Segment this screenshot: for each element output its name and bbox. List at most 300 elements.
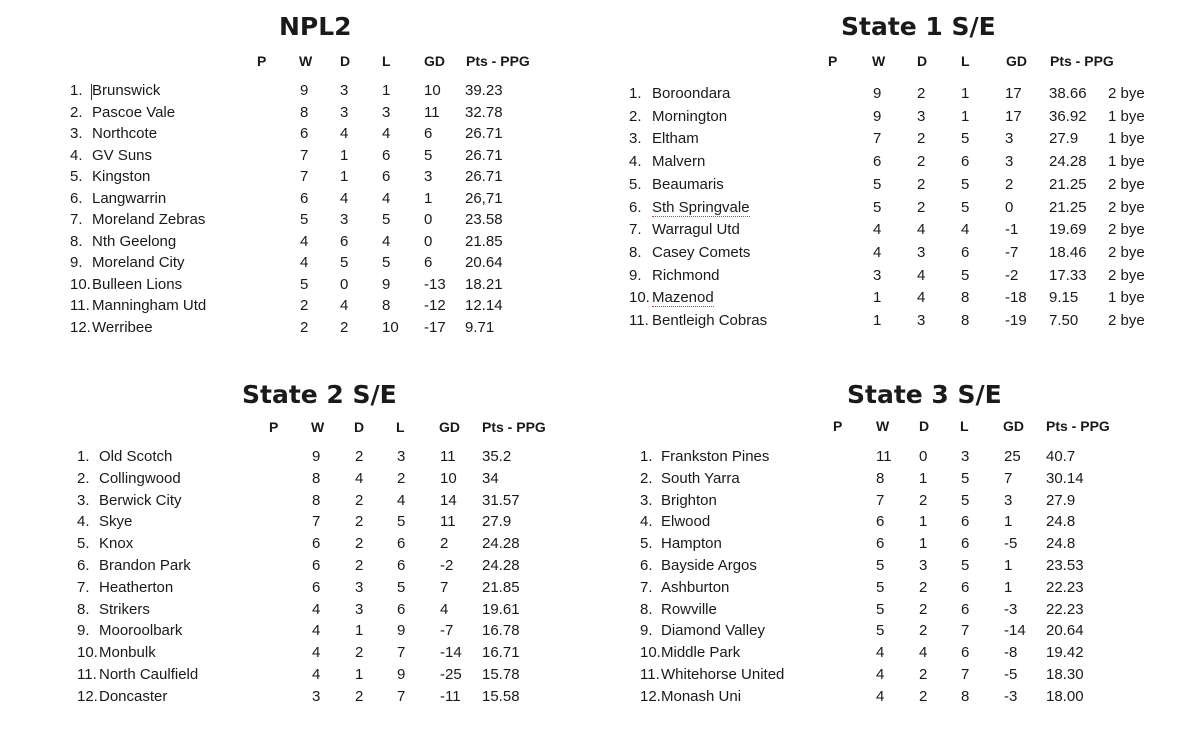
losses-cell: 6: [961, 578, 970, 596]
points-ppg-cell: 24.28: [482, 535, 520, 553]
losses-cell: 4: [382, 232, 391, 250]
draws-cell: 1: [919, 469, 928, 487]
goal-diff-cell: -18: [1005, 289, 1027, 307]
points-ppg-cell: 32.78: [465, 103, 503, 121]
goal-diff-cell: -12: [424, 297, 446, 314]
goal-diff-cell: 7: [1004, 469, 1013, 487]
draws-cell: 0: [340, 275, 349, 293]
goal-diff-cell: 6: [424, 254, 433, 271]
table-row: [600, 153, 1200, 175]
wins-cell: 7: [300, 146, 309, 164]
bye-cell: 2 bye: [1108, 85, 1145, 102]
goal-diff-cell: -2: [440, 557, 454, 574]
draws-cell: 4: [340, 125, 349, 142]
wins-cell: 7: [873, 130, 882, 148]
losses-cell: 10: [382, 318, 399, 336]
row-position: 11.: [70, 297, 90, 314]
wins-cell: 7: [312, 513, 321, 531]
header-l: L: [961, 53, 970, 69]
table-row: [0, 276, 600, 298]
wins-cell: 5: [876, 622, 885, 640]
goal-diff-cell: 10: [424, 82, 441, 99]
team-name: Mornington: [652, 107, 728, 125]
points-ppg-cell: 7.50: [1049, 312, 1079, 329]
wins-cell: 6: [300, 125, 309, 142]
table-row: [0, 557, 600, 579]
wins-cell: 4: [876, 687, 885, 705]
team-name: Doncaster: [99, 687, 168, 705]
table-row: [600, 448, 1200, 470]
row-position: 3.: [77, 491, 90, 509]
points-ppg-cell: 26,71: [465, 189, 503, 207]
team-name: Bulleen Lions: [92, 275, 183, 293]
state3-panel: [600, 370, 1200, 751]
losses-cell: 5: [397, 513, 406, 531]
goal-diff-cell: -7: [1005, 243, 1019, 261]
team-name: Langwarrin: [92, 189, 167, 207]
goal-diff-cell: 5: [424, 146, 433, 164]
state2-title: State 2 S/E: [242, 380, 397, 409]
row-position: 5.: [70, 168, 83, 185]
table-row: [0, 190, 600, 212]
losses-cell: 4: [382, 189, 391, 207]
losses-cell: 6: [961, 513, 970, 531]
team-name: Eltham: [652, 130, 699, 148]
losses-cell: 4: [961, 221, 970, 239]
table-row: [600, 492, 1200, 514]
header-d: D: [340, 53, 351, 69]
goal-diff-cell: 14: [440, 491, 457, 509]
wins-cell: 4: [876, 644, 885, 662]
losses-cell: 4: [397, 491, 406, 509]
table-row: [0, 644, 600, 666]
points-ppg-cell: 24.8: [1046, 513, 1076, 531]
team-name: Manningham Utd: [92, 297, 207, 314]
table-row: [0, 666, 600, 688]
header-gd: GD: [424, 53, 445, 69]
losses-cell: 6: [397, 535, 406, 553]
row-position: 3.: [70, 125, 83, 142]
goal-diff-cell: 7: [440, 578, 449, 596]
team-name: Casey Comets: [652, 243, 751, 261]
wins-cell: 6: [312, 535, 321, 553]
draws-cell: 1: [355, 666, 364, 683]
header-p: P: [269, 419, 279, 435]
wins-cell: 8: [876, 469, 885, 487]
losses-cell: 8: [961, 289, 970, 307]
losses-cell: 9: [397, 622, 406, 640]
team-name: Knox: [99, 535, 134, 553]
table-row: [0, 319, 600, 341]
points-ppg-cell: 9.71: [465, 318, 495, 336]
team-name: Mazenod: [652, 289, 714, 307]
team-name: Heatherton: [99, 578, 174, 596]
table-row: [0, 513, 600, 535]
team-name: Middle Park: [661, 644, 741, 662]
goal-diff-cell: 11: [424, 103, 440, 121]
losses-cell: 3: [961, 448, 970, 465]
points-ppg-cell: 21.25: [1049, 198, 1087, 216]
goal-diff-cell: 17: [1005, 107, 1022, 125]
team-name: Brandon Park: [99, 557, 191, 574]
losses-cell: 5: [961, 266, 970, 284]
draws-cell: 1: [355, 622, 364, 640]
wins-cell: 6: [876, 535, 885, 553]
goal-diff-cell: 2: [1005, 175, 1014, 193]
points-ppg-cell: 20.64: [465, 254, 503, 271]
goal-diff-cell: -19: [1005, 312, 1027, 329]
row-position: 7.: [70, 211, 83, 228]
losses-cell: 5: [397, 578, 406, 596]
team-name: Kingston: [92, 168, 151, 185]
table-row: [0, 233, 600, 255]
points-ppg-cell: 23.53: [1046, 557, 1084, 574]
team-name: Diamond Valley: [661, 622, 765, 640]
row-position: 2.: [629, 107, 642, 125]
points-ppg-cell: 40.7: [1046, 448, 1076, 465]
goal-diff-cell: -11: [440, 687, 461, 705]
goal-diff-cell: 0: [424, 211, 433, 228]
wins-cell: 4: [312, 666, 321, 683]
table-row: [600, 176, 1200, 198]
goal-diff-cell: 10: [440, 469, 457, 487]
draws-cell: 3: [355, 578, 364, 596]
wins-cell: 6: [876, 513, 885, 531]
header-d: D: [354, 419, 365, 435]
table-row: [0, 297, 600, 319]
team-name: Nth Geelong: [92, 232, 177, 250]
draws-cell: 2: [919, 578, 928, 596]
table-row: [0, 535, 600, 557]
points-ppg-cell: 18.21: [465, 275, 503, 293]
wins-cell: 11: [876, 448, 892, 465]
team-name: Skye: [99, 513, 133, 531]
team-name: Bentleigh Cobras: [652, 312, 768, 329]
wins-cell: 5: [876, 578, 885, 596]
wins-cell: 2: [300, 297, 309, 314]
row-position: 9.: [629, 266, 642, 284]
team-name: Monash Uni: [661, 687, 742, 705]
points-ppg-cell: 23.58: [465, 211, 503, 228]
table-row: [0, 147, 600, 169]
losses-cell: 7: [961, 666, 970, 683]
losses-cell: 8: [961, 312, 970, 329]
goal-diff-cell: 3: [1004, 491, 1013, 509]
team-name: Sth Springvale: [652, 198, 750, 216]
draws-cell: 2: [355, 687, 364, 705]
losses-cell: 7: [397, 687, 406, 705]
team-name: Berwick City: [99, 491, 182, 509]
goal-diff-cell: -2: [1005, 266, 1019, 284]
goal-diff-cell: 17: [1005, 85, 1022, 102]
losses-cell: 6: [961, 535, 970, 553]
table-row: [600, 199, 1200, 221]
team-name: Collingwood: [99, 469, 181, 487]
losses-cell: 3: [382, 103, 391, 121]
goal-diff-cell: 11: [440, 513, 456, 531]
header-w: W: [311, 419, 325, 435]
wins-cell: 5: [300, 275, 309, 293]
npl2-panel: [0, 0, 600, 370]
row-position: 8.: [70, 232, 83, 250]
points-ppg-cell: 27.9: [1049, 130, 1079, 148]
bye-cell: 1 bye: [1108, 153, 1145, 171]
state2-panel: [0, 370, 600, 751]
table-row: [0, 470, 600, 492]
row-position: 5.: [629, 175, 642, 193]
team-name: Bayside Argos: [661, 557, 757, 574]
losses-cell: 1: [382, 82, 391, 99]
row-position: 1.: [77, 448, 90, 465]
row-position: 6.: [70, 189, 83, 207]
goal-diff-cell: 0: [424, 232, 433, 250]
bye-cell: 2 bye: [1108, 175, 1145, 193]
table-row: [0, 104, 600, 126]
state1-title: State 1 S/E: [841, 12, 996, 41]
npl2-title: NPL2: [279, 12, 352, 41]
team-name: Strikers: [99, 600, 150, 618]
losses-cell: 5: [961, 491, 970, 509]
wins-cell: 4: [873, 243, 882, 261]
points-ppg-cell: 12.14: [465, 297, 503, 314]
table-row: [600, 130, 1200, 152]
table-row: [600, 289, 1200, 311]
points-ppg-cell: 26.71: [465, 146, 503, 164]
draws-cell: 1: [919, 535, 928, 553]
row-position: 6.: [640, 557, 653, 574]
losses-cell: 8: [382, 297, 391, 314]
draws-cell: 2: [919, 622, 928, 640]
goal-diff-cell: -14: [1004, 622, 1026, 640]
goal-diff-cell: 3: [424, 168, 433, 185]
losses-cell: 3: [397, 448, 406, 465]
losses-cell: 2: [397, 469, 406, 487]
header-w: W: [872, 53, 886, 69]
draws-cell: 4: [917, 289, 926, 307]
wins-cell: 7: [876, 491, 885, 509]
team-name: Whitehorse United: [661, 666, 785, 683]
wins-cell: 9: [300, 82, 309, 99]
row-position: 4.: [77, 513, 90, 531]
losses-cell: 6: [961, 644, 970, 662]
draws-cell: 2: [917, 130, 926, 148]
goal-diff-cell: -8: [1004, 644, 1018, 662]
wins-cell: 6: [873, 153, 882, 171]
team-name: Moreland City: [92, 254, 185, 271]
table-row: [600, 108, 1200, 130]
draws-cell: 3: [340, 211, 349, 228]
header-p: P: [828, 53, 838, 69]
wins-cell: 4: [873, 221, 882, 239]
draws-cell: 4: [917, 266, 926, 284]
losses-cell: 1: [961, 85, 970, 102]
draws-cell: 3: [919, 557, 928, 574]
draws-cell: 5: [340, 254, 349, 271]
points-ppg-cell: 19.69: [1049, 221, 1087, 239]
bye-cell: 1 bye: [1108, 130, 1145, 148]
wins-cell: 5: [876, 557, 885, 574]
goal-diff-cell: 3: [1005, 153, 1014, 171]
row-position: 10.: [629, 289, 650, 307]
wins-cell: 9: [873, 107, 882, 125]
wins-cell: 6: [300, 189, 309, 207]
goal-diff-cell: -17: [424, 318, 446, 336]
wins-cell: 1: [873, 289, 882, 307]
points-ppg-cell: 16.78: [482, 622, 520, 640]
row-position: 9.: [70, 254, 83, 271]
table-row: [0, 168, 600, 190]
losses-cell: 9: [397, 666, 406, 683]
header-d: D: [919, 418, 930, 434]
team-name: Ashburton: [661, 578, 730, 596]
points-ppg-cell: 18.00: [1046, 687, 1084, 705]
goal-diff-cell: 1: [1004, 557, 1013, 574]
losses-cell: 5: [382, 211, 391, 228]
row-position: 1.: [70, 82, 83, 99]
losses-cell: 6: [961, 153, 970, 171]
wins-cell: 5: [873, 198, 882, 216]
table-row: [0, 579, 600, 601]
goal-diff-cell: 11: [440, 448, 456, 465]
table-row: [600, 221, 1200, 243]
header-w: W: [299, 53, 313, 69]
wins-cell: 5: [300, 211, 309, 228]
header-pts: Pts - PPG: [466, 53, 530, 69]
draws-cell: 2: [919, 687, 928, 705]
losses-cell: 6: [961, 243, 970, 261]
points-ppg-cell: 24.28: [1049, 153, 1087, 171]
draws-cell: 2: [917, 85, 926, 102]
team-name: Beaumaris: [652, 175, 724, 193]
draws-cell: 3: [917, 312, 926, 329]
header-l: L: [960, 418, 969, 434]
wins-cell: 4: [876, 666, 885, 683]
table-row: [600, 666, 1200, 688]
team-name: GV Suns: [92, 146, 153, 164]
draws-cell: 3: [340, 103, 349, 121]
losses-cell: 7: [961, 622, 970, 640]
draws-cell: 0: [919, 448, 928, 465]
wins-cell: 2: [300, 318, 309, 336]
bye-cell: 1 bye: [1108, 289, 1145, 307]
header-gd: GD: [1006, 53, 1027, 69]
row-position: 4.: [640, 513, 653, 531]
goal-diff-cell: 1: [1004, 578, 1013, 596]
team-name: Monbulk: [99, 644, 156, 662]
losses-cell: 5: [961, 469, 970, 487]
row-position: 5.: [640, 535, 653, 553]
wins-cell: 5: [873, 175, 882, 193]
losses-cell: 1: [961, 107, 970, 125]
team-name: Old Scotch: [99, 448, 173, 465]
losses-cell: 6: [961, 600, 970, 618]
team-name: Richmond: [652, 266, 720, 284]
table-row: [0, 622, 600, 644]
row-position: 7.: [629, 221, 642, 239]
goal-diff-cell: -14: [440, 644, 462, 662]
losses-cell: 4: [382, 125, 391, 142]
table-row: [600, 470, 1200, 492]
points-ppg-cell: 22.23: [1046, 578, 1084, 596]
draws-cell: 2: [917, 153, 926, 171]
table-row: [600, 267, 1200, 289]
points-ppg-cell: 20.64: [1046, 622, 1084, 640]
table-row: [0, 448, 600, 470]
goal-diff-cell: -5: [1004, 535, 1018, 553]
losses-cell: 7: [397, 644, 406, 662]
losses-cell: 5: [961, 557, 970, 574]
row-position: 10.: [640, 644, 661, 662]
header-p: P: [257, 53, 267, 69]
table-row: [600, 513, 1200, 535]
goal-diff-cell: -1: [1005, 221, 1019, 239]
goal-diff-cell: -25: [440, 666, 462, 683]
goal-diff-cell: -3: [1004, 600, 1018, 618]
table-row: [600, 535, 1200, 557]
row-position: 5.: [77, 535, 90, 553]
team-name: North Caulfield: [99, 666, 199, 683]
points-ppg-cell: 21.85: [482, 578, 520, 596]
bye-cell: 2 bye: [1108, 198, 1145, 216]
table-row: [0, 82, 600, 104]
team-name: Warragul Utd: [652, 221, 740, 239]
points-ppg-cell: 24.28: [482, 557, 520, 574]
goal-diff-cell: -7: [440, 622, 454, 640]
wins-cell: 4: [300, 254, 309, 271]
table-row: [600, 244, 1200, 266]
team-name: Hampton: [661, 535, 722, 553]
draws-cell: 2: [917, 198, 926, 216]
row-position: 2.: [70, 103, 83, 121]
wins-cell: 4: [300, 232, 309, 250]
table-row: [0, 688, 600, 710]
draws-cell: 2: [919, 666, 928, 683]
losses-cell: 6: [382, 168, 391, 185]
draws-cell: 3: [340, 82, 349, 99]
losses-cell: 8: [961, 687, 970, 705]
points-ppg-cell: 21.25: [1049, 175, 1087, 193]
goal-diff-cell: 1: [1004, 513, 1013, 531]
row-position: 8.: [77, 600, 90, 618]
team-name: Northcote: [92, 125, 158, 142]
points-ppg-cell: 19.42: [1046, 644, 1084, 662]
row-position: 3.: [640, 491, 653, 509]
bye-cell: 2 bye: [1108, 312, 1145, 329]
points-ppg-cell: 26.71: [465, 125, 503, 142]
goal-diff-cell: 2: [440, 535, 449, 553]
draws-cell: 6: [340, 232, 349, 250]
goal-diff-cell: 1: [424, 189, 433, 207]
row-position: 11.: [629, 312, 649, 329]
goal-diff-cell: -3: [1004, 687, 1018, 705]
losses-cell: 5: [961, 175, 970, 193]
points-ppg-cell: 39.23: [465, 82, 503, 99]
table-row: [600, 688, 1200, 710]
row-position: 8.: [640, 600, 653, 618]
team-name: Pascoe Vale: [92, 103, 176, 121]
draws-cell: 2: [355, 644, 364, 662]
points-ppg-cell: 30.14: [1046, 469, 1084, 487]
wins-cell: 1: [873, 312, 882, 329]
text-cursor: [91, 84, 92, 100]
points-ppg-cell: 26.71: [465, 168, 503, 185]
wins-cell: 5: [876, 600, 885, 618]
draws-cell: 4: [340, 189, 349, 207]
wins-cell: 8: [312, 469, 321, 487]
wins-cell: 6: [312, 557, 321, 574]
bye-cell: 2 bye: [1108, 266, 1145, 284]
points-ppg-cell: 22.23: [1046, 600, 1084, 618]
